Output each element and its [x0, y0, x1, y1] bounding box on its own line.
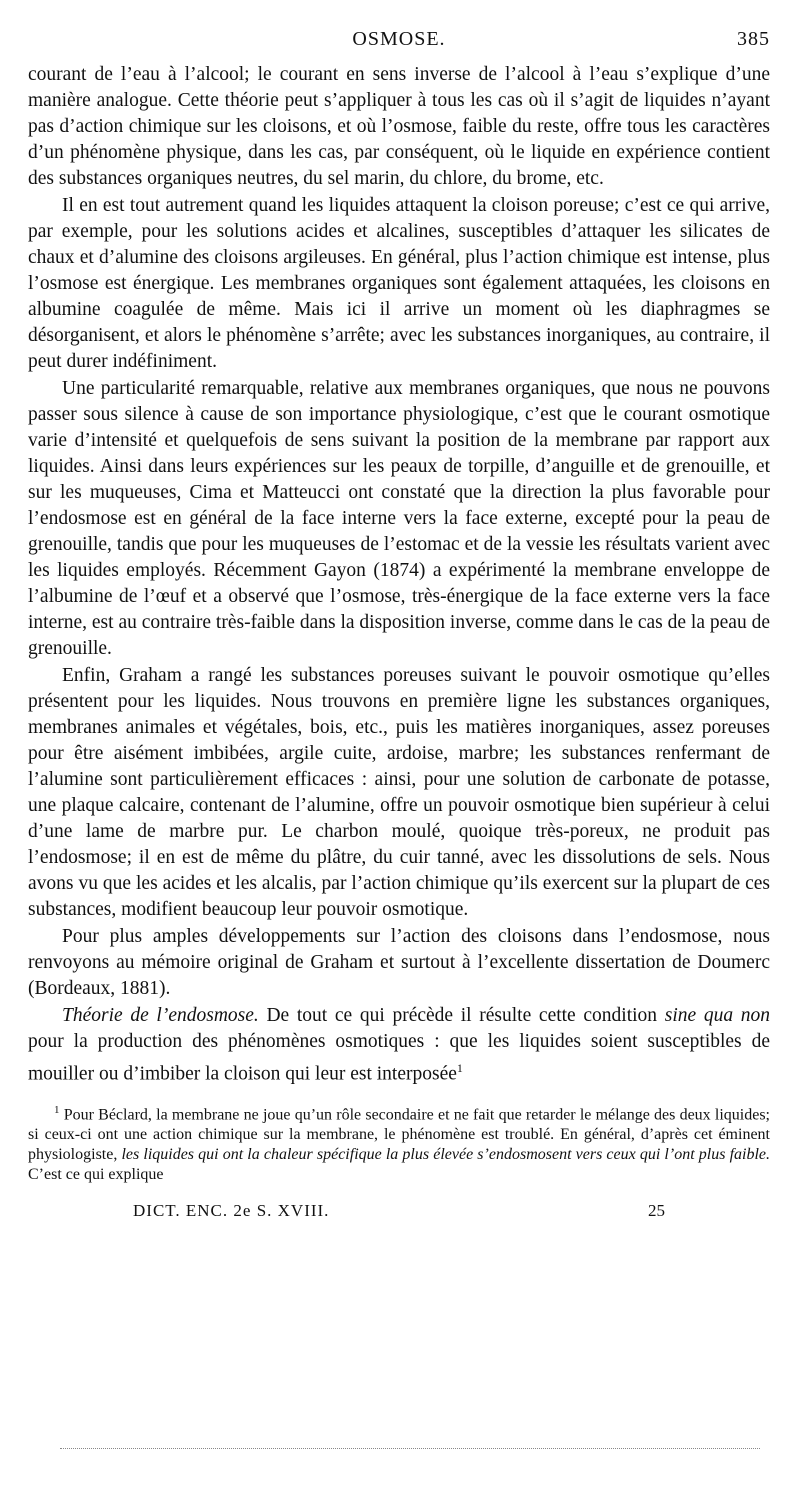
footnote-marker: 1 — [54, 1103, 60, 1116]
text-segment: Une particularité remarquable, relative aux membranes organiques, que nous ne pouvons passer sous silence à cause de son importance physiologique, c’est que le courant osmotique varie d’intensité et quelquefois de sens suivant la position de la membrane par rapport aux liquides. Ainsi dans leurs expériences sur les peaux de torpille, d’anguille et de grenouille, et sur les muqueuses, Cima et Matteucci ont constaté que la direction la plus favorable pour l’endosmose est en général de la face interne vers la face externe, excepté pour la peau de grenouille, tandis que pour les muqueuses de l’estomac et de la vessie les résultats varient avec les liquides employés. Récemment Gayon (1874) a expérimenté la membrane enveloppe de l’albumine de l’œuf et a observé que l’osmose, très-énergique de la face externe vers la face interne, est au contraire très-faible dans la disposition inverse, comme dans le cas de la peau de grenouille. — [28, 378, 770, 659]
scan-noise-line — [60, 1448, 760, 1449]
paragraph — [28, 62, 770, 192]
footnote-text: C’est ce qui explique — [28, 1165, 164, 1183]
paragraph — [28, 376, 770, 662]
body-text — [28, 62, 770, 1088]
paragraph — [28, 924, 770, 1002]
text-segment: pour la production des phénomènes osmotiques : que les liquides soient susceptibles de mouiller ou d’imbiber la cloison qui leur est interposée — [28, 1031, 770, 1085]
signature-mark: DICT. ENC. 2e S. XVIII. — [133, 1200, 330, 1220]
page — [28, 28, 770, 1225]
italic-text: sine qua non — [664, 1005, 770, 1026]
page-number: 385 — [737, 28, 770, 50]
footnote — [28, 1100, 770, 1185]
text-segment: courant de l’eau à l’alcool; le courant en sens inverse de l’alcool à l’eau s’explique d’une manière analogue. Cette théorie peut s’appliquer à tous les cas où il s’agit de liquides n’ayant pas d’action chimique sur les cloisons, et où l’osmose, faible du reste, offre tous les caractères d’un phénomène physique, dans les cas, par conséquent, où le liquide en expérience contient des substances organiques neutres, du sel marin, du chlore, du brome, etc. — [28, 64, 770, 189]
running-head — [28, 28, 770, 56]
footnote-italic-text: les liquides qui ont la chaleur spécifique la plus élevée s’endosmosent vers ceux qui l’ont plus faible. — [121, 1145, 770, 1163]
text-segment: Pour plus amples développements sur l’action des cloisons dans l’endosmose, nous renvoyons au mémoire original de Graham et surtout à l’excellente dissertation de Doumerc (Bordeaux, 1881). — [28, 926, 770, 999]
footnote-reference[interactable]: 1 — [456, 1061, 463, 1075]
text-segment: Il en est tout autrement quand les liquides attaquent la cloison poreuse; c’est ce qui arrive, par exemple, pour les solutions acides et alcalines, susceptibles d’attaquer les silicates de chaux et d’alumine des cloisons argileuses. En général, plus l’action chimique est intense, plus l’osmose est énergique. Les membranes organiques sont également attaquées, les cloisons en albumine coagulée de même. Mais ici il arrive un moment où les diaphragmes se désorganisent, et alors le phénomène s’arrête; avec les substances inorganiques, au contraire, il peut durer indéfiniment. — [28, 195, 770, 372]
sheet-number: 25 — [648, 1200, 665, 1220]
footnote-text: Pour Béclard, la membrane ne joue qu’un rôle secondaire et ne fait que retarder le mélange des deux liquides; si ceux-ci ont une action chimique sur la membrane, le phénomène est troublé. En général, d’après cet éminent physiologiste, — [28, 1105, 770, 1163]
signature-line — [28, 1201, 770, 1225]
running-head-title: OSMOSE. — [352, 28, 446, 50]
text-segment: De tout ce qui précède il résulte cette condition — [258, 1005, 665, 1026]
paragraph — [28, 1003, 770, 1088]
paragraph — [28, 663, 770, 923]
text-segment: Enfin, Graham a rangé les substances poreuses suivant le pouvoir osmotique qu’elles présentent pour les liquides. Nous trouvons en première ligne les substances organiques, membranes animales et végétales, bois, etc., puis les matières inorganiques, assez poreuses pour être aisément imbibées, argile cuite, ardoise, marbre; les substances renfermant de l’alumine sont particulièrement efficaces : ainsi, pour une solution de carbonate de potasse, une plaque calcaire, contenant de l’alumine, offre un pouvoir osmotique bien supérieur à celui d’une lame de marbre pur. Le charbon moulé, quoique très-poreux, ne produit pas l’endosmose; il en est de même du plâtre, du cuir tanné, avec les dissolutions de sels. Nous avons vu que les acides et les alcalis, par l’action chimique qu’ils exercent sur la plupart de ces substances, modifient beaucoup leur pouvoir osmotique. — [28, 665, 770, 920]
paragraph — [28, 193, 770, 375]
italic-text: Théorie de l’endosmose. — [62, 1005, 259, 1026]
